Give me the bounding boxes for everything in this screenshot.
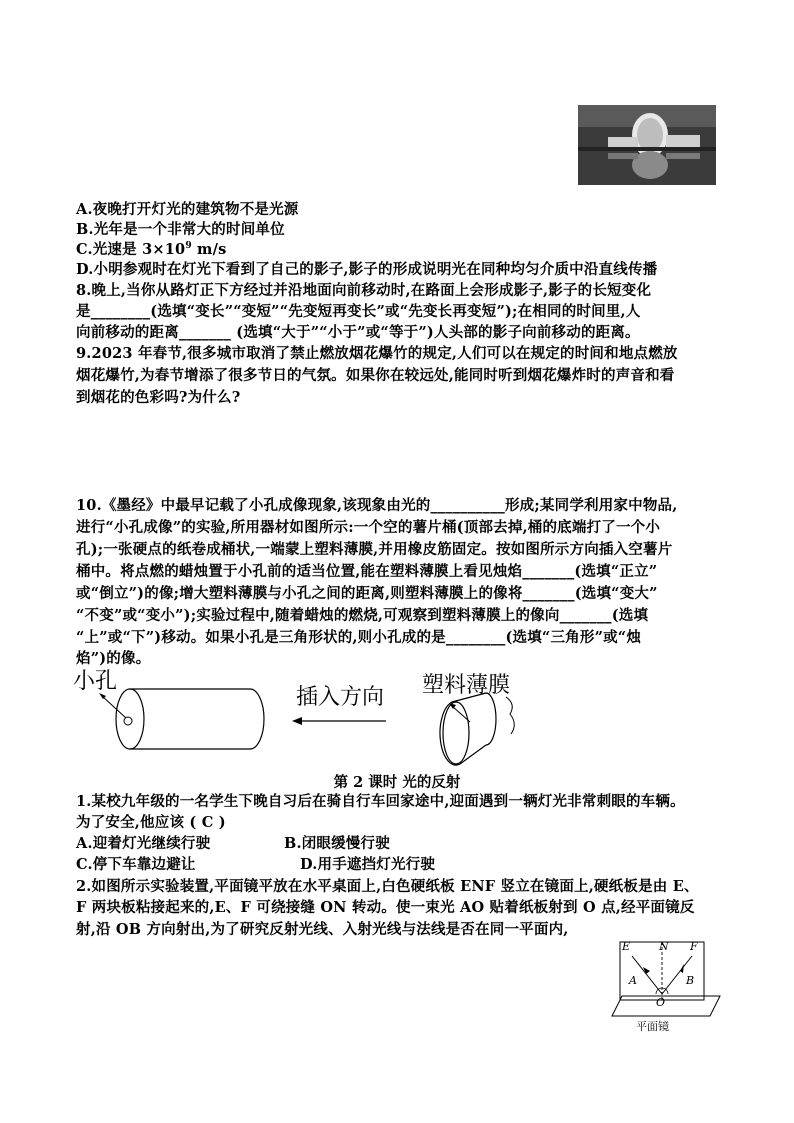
q10-line-2: 进行“小孔成像”的实验,所用器材如图所示:一个空的薯片桶(顶部去掉,桶的底端打了一个小 [76, 519, 661, 536]
night-building-photo [578, 105, 716, 185]
s1-option-c: C.停下车靠边避让 [76, 856, 196, 873]
q9-line-1: 9.2023 年春节,很多城市取消了禁止燃放烟花爆竹的规定,人们可以在规定的时间和地点燃放 [76, 345, 678, 362]
label-insert-direction: 插入方向 [296, 685, 385, 710]
s1-line-2: 为了安全,他应该 ( C ) [76, 814, 226, 831]
label-e: E [622, 940, 631, 953]
q10-line-1: 10.《墨经》中最早记载了小孔成像现象,该现象由光的__________形成;某同学利用家中物品, [76, 497, 678, 514]
s2-line-3: 射,沿 OB 方向射出,为了研究反射光线、入射光线与法线是否在同一平面内, [76, 921, 569, 938]
label-b: B [686, 974, 695, 987]
q10-line-5: 或“倒立”)的像;增大塑料薄膜与小孔之间的距离,则塑料薄膜上的像将_______(选填“变大” [76, 585, 658, 602]
q8-line-1: 8.晚上,当你从路灯正下方经过并沿地面向前移动时,在路面上会形成影子,影子的长短变化 [76, 282, 652, 299]
q8-line-3: 向前移动的距离_______ (选填“大于”“小于”或“等于”)人头部的影子向前移动的距离。 [76, 324, 640, 341]
q7-option-b: B.光年是一个非常大的时间单位 [76, 221, 285, 238]
q10-line-6: “不变”或“变小”);实验过程中,随着蜡烛的燃烧,可观察到塑料薄膜上的像向_______(选填 [76, 607, 649, 624]
s1-option-a: A.迎着灯光继续行驶 [76, 835, 211, 852]
label-a: A [629, 974, 637, 987]
q10-line-3: 孔);一张硬点的纸卷成桶状,一端蒙上塑料薄膜,并用橡皮筋固定。按如图所示方向插入空薯片 [76, 541, 673, 558]
label-f: F [690, 940, 698, 953]
q10-line-8: 焰”)的像。 [76, 650, 151, 667]
q10-line-4: 桶中。将点燃的蜡烛置于小孔前的适当位置,能在塑料薄膜上看见烛焰_______(选填“正立” [76, 563, 658, 580]
label-o: O [656, 996, 666, 1009]
label-plastic-film: 塑料薄膜 [422, 673, 511, 698]
q7-option-c: C.光速是 $3\times 10^9$ m/s [76, 241, 227, 258]
pinhole-figure [70, 664, 540, 770]
label-pinhole: 小孔 [73, 669, 118, 694]
label-plane-mirror: 平面镜 [636, 1020, 669, 1033]
label-n: N [659, 940, 669, 953]
q7-option-d: D.小明参观时在灯光下看到了自己的影子,影子的形成说明光在同种均匀介质中沿直线传播 [76, 261, 658, 278]
q9-line-2: 烟花爆竹,为春节增添了很多节日的气氛。如果你在较远处,能同时听到烟花爆炸时的声音和看 [76, 367, 675, 384]
s1-option-b: B.闭眼缓慢行驶 [284, 835, 390, 852]
q10-line-7: “上”或“下”)移动。如果小孔是三角形状的,则小孔成的是________(选填“三角形”或“烛 [76, 629, 642, 646]
reflection-figure [606, 938, 726, 1034]
q7-option-a: A.夜晚打开灯光的建筑物不是光源 [76, 201, 299, 218]
s2-line-2: F 两块板粘接起来的,E、F 可绕接缝 ON 转动。使一束光 AO 贴着纸板射到 O 点,经平面镜反 [76, 899, 695, 916]
section-title: 第 2 课时 光的反射 [333, 774, 461, 791]
s1-option-d: D.用手遮挡灯光行驶 [300, 856, 436, 873]
s2-line-1: 2.如图所示实验装置,平面镜平放在水平桌面上,白色硬纸板 ENF 竖立在镜面上,硬纸板是由 E、 [76, 878, 699, 895]
s1-line-1: 1.某校九年级的一名学生下晚自习后在骑自行车回家途中,迎面遇到一辆灯光非常刺眼的车辆。 [76, 793, 685, 810]
q8-line-2: 是________(选填“变长”“变短”“先变短再变长”或“先变长再变短”);在相同的时间里,人 [76, 303, 641, 320]
q9-line-3: 到烟花的色彩吗?为什么? [76, 389, 241, 406]
